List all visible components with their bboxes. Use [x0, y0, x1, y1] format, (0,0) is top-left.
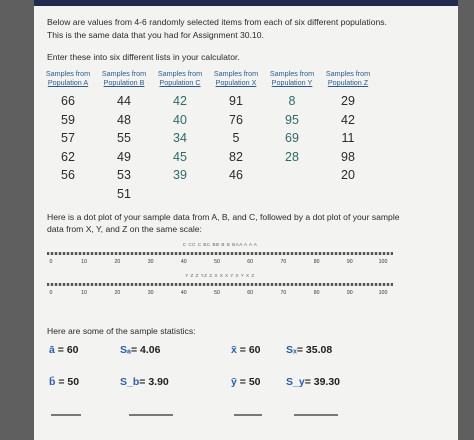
- cell: 48: [117, 112, 131, 127]
- dotplot-top-labels: C CC C BC BB B B BAA A A A: [182, 242, 258, 247]
- tick-label: 30: [147, 259, 154, 265]
- column-header-y: Samples from Population Y: [269, 69, 315, 87]
- stat-a-mean: ā = 60: [49, 344, 79, 356]
- cell: 29: [341, 94, 355, 108]
- column-header-x: Samples from Population X: [213, 69, 259, 87]
- tick-label: 50: [214, 290, 220, 296]
- cell: 28: [285, 149, 299, 164]
- cell: 53: [117, 168, 131, 183]
- cell: 51: [117, 186, 131, 201]
- cell: 57: [61, 131, 75, 146]
- stat-sb: S_b= 3.90: [120, 376, 169, 388]
- dotplot-intro-line-1: Here is a dot plot of your sample data from A, B, and C, followed by a dot plot of your sample: [47, 212, 400, 222]
- cell: 44: [117, 94, 131, 108]
- tick-label: 50: [214, 259, 220, 265]
- cell: 11: [341, 131, 355, 146]
- cell: 59: [61, 112, 75, 127]
- dotplot-intro-line-2: data from X, Y, and Z on the same scale:: [47, 224, 202, 234]
- instruction-line-1: Below are values from 4-6 randomly selected items from each of six different populations.: [47, 17, 387, 27]
- instruction-line-2: This is the same data that you had for Assignment 30.10.: [47, 30, 264, 40]
- stat-b-mean: b̄ = 50: [49, 376, 80, 388]
- stat-y-mean: ȳ = 50: [231, 376, 261, 388]
- cell: 95: [285, 112, 299, 127]
- stat-x-mean: x̄ = 60: [231, 344, 261, 356]
- tick-label: 20: [114, 290, 121, 296]
- column-header-c: Samples from Population C: [157, 69, 203, 87]
- dotplot-top-axis: [47, 252, 393, 255]
- cell: 40: [173, 112, 187, 127]
- tick-label: 60: [247, 290, 254, 296]
- instruction-line-3: Enter these into six different lists in your calculator.: [47, 52, 240, 62]
- cutoff-row: [49, 408, 379, 418]
- column-a-values: [40, 92, 96, 185]
- column-x-values: [208, 92, 264, 185]
- tick-label: 40: [180, 290, 187, 296]
- cell: 8: [288, 94, 296, 108]
- cell: 49: [117, 149, 131, 164]
- tick-label: 100: [378, 290, 388, 296]
- cell: 76: [229, 112, 243, 127]
- cell: 56: [61, 168, 75, 183]
- cell: 42: [173, 94, 187, 108]
- cell: 82: [229, 149, 243, 164]
- tick-label: 80: [313, 259, 320, 265]
- tick-label: 70: [280, 290, 287, 296]
- tick-label: 70: [280, 259, 287, 265]
- column-c-values: [152, 92, 208, 185]
- cell: 42: [341, 112, 355, 127]
- cell: 55: [117, 131, 131, 146]
- cell: 98: [341, 149, 355, 164]
- tick-label: 0: [49, 259, 53, 265]
- tick-label: 40: [180, 259, 187, 265]
- tick-label: 20: [114, 259, 121, 265]
- tick-label: 100: [378, 259, 388, 265]
- tick-label: 10: [81, 290, 88, 296]
- stat-sa: Sₐ= 4.06: [120, 344, 161, 356]
- cell: 20: [341, 168, 355, 183]
- tick-label: 30: [147, 290, 154, 296]
- worksheet-page: [34, 0, 458, 440]
- cell: 62: [61, 149, 75, 164]
- tick-label: 10: [81, 259, 88, 265]
- column-header-a: Samples from Population A: [45, 69, 91, 87]
- column-b-values: [96, 92, 152, 204]
- cell: 91: [229, 94, 243, 108]
- top-banner: [34, 0, 458, 6]
- cell: 46: [229, 168, 243, 183]
- column-header-z: Samples from Population Z: [325, 69, 371, 87]
- tick-label: 80: [313, 290, 320, 296]
- dotplot-bottom-axis: [47, 283, 393, 286]
- tick-label: 90: [346, 259, 353, 265]
- tick-label: 90: [346, 290, 353, 296]
- cell: 69: [285, 131, 299, 146]
- column-z-values: [320, 92, 376, 185]
- tick-label: 60: [247, 259, 254, 265]
- cell: 39: [173, 168, 187, 183]
- cell: 5: [232, 131, 240, 146]
- cell: 34: [173, 131, 187, 146]
- stat-sx: Sₓ= 35.08: [286, 344, 333, 356]
- column-header-b: Samples from Population B: [101, 69, 147, 87]
- tick-label: 0: [49, 290, 53, 296]
- stat-sy: S_y= 39.30: [286, 376, 341, 388]
- column-y-values: [264, 92, 320, 166]
- cell: 45: [173, 149, 187, 164]
- dotplot-bottom-labels: Y Z Z YZ Z X X X Y X Y X Z: [185, 273, 255, 278]
- stats-intro: Here are some of the sample statistics:: [47, 326, 196, 336]
- cell: 66: [61, 94, 75, 108]
